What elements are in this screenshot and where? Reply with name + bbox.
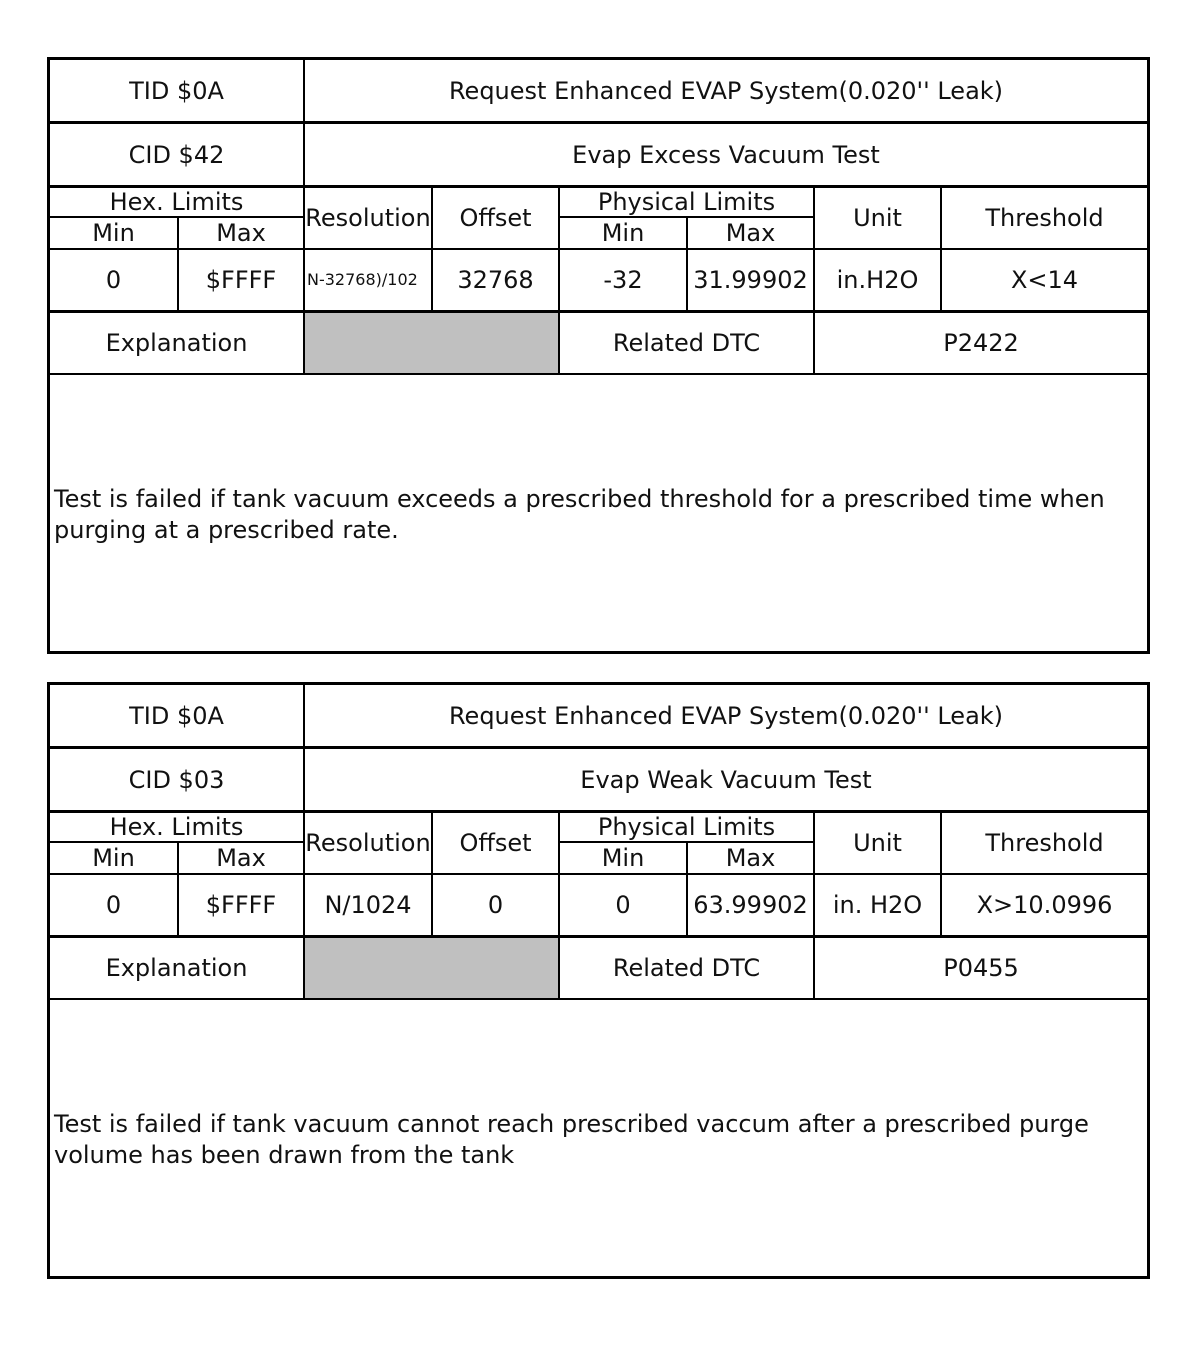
offset-value: 32768 xyxy=(457,266,534,294)
cid-description: Evap Weak Vacuum Test xyxy=(580,765,872,794)
explanation-text: Test is failed if tank vacuum exceeds a prescribed threshold for a prescribed time when purging at a prescribed rate. xyxy=(54,485,1105,544)
hex-limits-header: Hex. Limits xyxy=(109,188,244,216)
row-divider xyxy=(50,373,1147,375)
cid-description: Evap Excess Vacuum Test xyxy=(572,140,880,169)
related-dtc-label: Related DTC xyxy=(612,954,761,982)
hex-max-header: Max xyxy=(216,844,266,872)
hex-limits-header: Hex. Limits xyxy=(109,813,244,841)
unit-value: in.H2O xyxy=(836,266,919,294)
threshold-header: Threshold xyxy=(985,829,1104,857)
threshold-value: X>10.0996 xyxy=(976,891,1113,919)
phys-min-value: 0 xyxy=(615,891,631,919)
cid-label: CID $42 xyxy=(128,140,225,169)
physical-limits-header: Physical Limits xyxy=(597,813,776,841)
explanation-label: Explanation xyxy=(105,329,248,357)
threshold-value: X<14 xyxy=(1010,266,1079,294)
unit-value: in. H2O xyxy=(832,891,923,919)
explanation-label: Explanation xyxy=(105,954,248,982)
tid-label: TID $0A xyxy=(129,76,224,105)
hex-min-header: Min xyxy=(92,844,135,872)
cid-label: CID $03 xyxy=(128,765,225,794)
test-table-2 xyxy=(47,682,1150,1279)
offset-header: Offset xyxy=(459,829,532,857)
hex-min-value: 0 xyxy=(105,891,122,919)
resolution-header: Resolution xyxy=(305,829,431,857)
phys-min-value: -32 xyxy=(603,266,643,294)
phys-max-value: 63.99902 xyxy=(693,891,808,919)
test-table-1 xyxy=(47,57,1150,654)
row-divider xyxy=(50,998,1147,1000)
related-dtc-value: P2422 xyxy=(943,329,1019,357)
hex-max-value: $FFFF xyxy=(205,891,277,919)
hex-max-value: $FFFF xyxy=(205,266,277,294)
tid-description: Request Enhanced EVAP System(0.020'' Leak) xyxy=(448,701,1004,730)
hex-max-header: Max xyxy=(216,219,266,247)
phys-max-value: 31.99902 xyxy=(693,266,808,294)
phys-max-header: Max xyxy=(725,844,776,872)
phys-min-header: Min xyxy=(601,219,645,247)
phys-min-header: Min xyxy=(601,844,645,872)
hex-min-header: Min xyxy=(92,219,135,247)
related-dtc-value: P0455 xyxy=(943,954,1019,982)
physical-limits-header: Physical Limits xyxy=(597,188,776,216)
offset-value: 0 xyxy=(487,891,504,919)
related-dtc-label: Related DTC xyxy=(612,329,761,357)
unit-header: Unit xyxy=(853,829,902,857)
resolution-value: N-32768)/102 xyxy=(307,270,418,289)
phys-max-header: Max xyxy=(725,219,776,247)
unit-header: Unit xyxy=(853,204,902,232)
explanation-blank-cell xyxy=(305,313,558,373)
explanation-blank-cell xyxy=(305,938,558,998)
resolution-value: N/1024 xyxy=(324,891,412,919)
hex-min-value: 0 xyxy=(105,266,122,294)
resolution-header: Resolution xyxy=(305,204,431,232)
offset-header: Offset xyxy=(459,204,532,232)
threshold-header: Threshold xyxy=(985,204,1104,232)
explanation-text: Test is failed if tank vacuum cannot reach prescribed vaccum after a prescribed purge volume has been drawn from the tank xyxy=(54,1110,1089,1169)
tid-description: Request Enhanced EVAP System(0.020'' Leak) xyxy=(448,76,1004,105)
tid-label: TID $0A xyxy=(129,701,224,730)
